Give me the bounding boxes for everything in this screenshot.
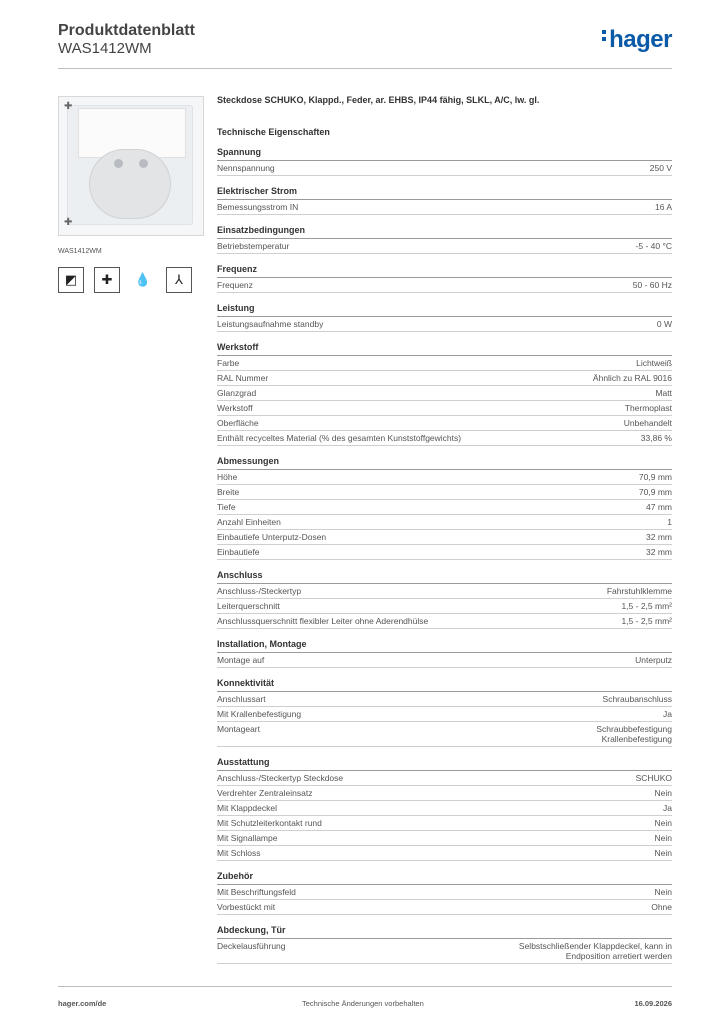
spec-row xyxy=(217,278,672,293)
spec-value: Schraubbefestigung Krallenbefestigung xyxy=(596,724,672,744)
spec-value: Unterputz xyxy=(635,655,672,665)
spec-row xyxy=(217,939,672,964)
product-number: WAS1412WM xyxy=(58,40,152,57)
spec-value: 1,5 - 2,5 mm² xyxy=(621,616,672,626)
spec-groups xyxy=(217,147,672,964)
spec-label: Anschlussquerschnitt flexibler Leiter ohne Aderendhülse xyxy=(217,616,429,626)
spec-label: Montage auf xyxy=(217,655,265,665)
spec-value: -5 - 40 °C xyxy=(635,241,672,251)
spec-value: Ohne xyxy=(651,902,672,912)
spec-group-title: Leistung xyxy=(217,303,672,317)
spec-value: Selbstschließender Klappdeckel, kann in Endposition arretiert werden xyxy=(518,941,672,961)
spec-group xyxy=(217,757,672,861)
spec-value: Matt xyxy=(655,388,672,398)
spec-group xyxy=(217,342,672,446)
spec-group xyxy=(217,570,672,629)
spec-label: Frequenz xyxy=(217,280,253,290)
spec-row xyxy=(217,722,672,747)
image-caption: WAS1412WM xyxy=(58,248,102,255)
page-title: Produktdatenblatt xyxy=(58,22,195,39)
spec-label: Einbautiefe Unterputz-Dosen xyxy=(217,532,327,542)
spec-label: Mit Schloss xyxy=(217,848,261,858)
spec-row xyxy=(217,885,672,900)
spec-label: Tiefe xyxy=(217,502,236,512)
spec-value: Lichtweiß xyxy=(636,358,672,368)
spec-row xyxy=(217,771,672,786)
spec-label: Anschluss-/Steckertyp xyxy=(217,586,302,596)
spec-row xyxy=(217,500,672,515)
spec-value: 1 xyxy=(667,517,672,527)
spec-group-title: Abmessungen xyxy=(217,456,672,470)
spec-label: Leiterquerschnitt xyxy=(217,601,280,611)
spec-label: Bemessungsstrom IN xyxy=(217,202,299,212)
spec-group xyxy=(217,456,672,560)
protection-class-icon: ✚ xyxy=(94,267,120,293)
spec-label: Farbe xyxy=(217,358,240,368)
spec-value: Ja xyxy=(663,709,672,719)
spec-value: 70,9 mm xyxy=(638,487,672,497)
spec-group xyxy=(217,303,672,332)
spec-value: Nein xyxy=(654,887,672,897)
spec-row xyxy=(217,831,672,846)
spec-row xyxy=(217,386,672,401)
spec-row xyxy=(217,599,672,614)
spec-label: Mit Schutzleiterkontakt rund xyxy=(217,818,322,828)
product-sidebar xyxy=(58,96,204,293)
spec-value: SCHUKO xyxy=(635,773,672,783)
spec-value: 0 W xyxy=(656,319,672,329)
spec-row xyxy=(217,356,672,371)
spec-value: 70,9 mm xyxy=(638,472,672,482)
plus-mark-icon: ✚ xyxy=(64,101,73,112)
logo-dots-icon xyxy=(602,27,607,44)
spec-row xyxy=(217,584,672,599)
spec-group xyxy=(217,264,672,293)
spec-row xyxy=(217,545,672,560)
logo-text: hager xyxy=(609,26,672,53)
spec-row xyxy=(217,401,672,416)
spec-value: Nein xyxy=(654,818,672,828)
spec-label: Montageart xyxy=(217,724,260,734)
cabling-icon: ⅄ xyxy=(166,267,192,293)
spec-label: Mit Klappdeckel xyxy=(217,803,278,813)
spec-value: Nein xyxy=(654,833,672,843)
spec-label: Anschlussart xyxy=(217,694,266,704)
spec-row xyxy=(217,431,672,446)
spec-label: Verdrehter Zentraleinsatz xyxy=(217,788,313,798)
spec-row xyxy=(217,161,672,176)
spec-group xyxy=(217,678,672,747)
spec-label: Oberfläche xyxy=(217,418,259,428)
footer-note: Technische Änderungen vorbehalten xyxy=(302,999,424,1008)
spec-group-title: Werkstoff xyxy=(217,342,672,356)
spec-row xyxy=(217,707,672,722)
spec-label: Anzahl Einheiten xyxy=(217,517,281,527)
hager-logo xyxy=(602,26,672,54)
spec-label: Deckelausführung xyxy=(217,941,286,951)
page-header xyxy=(58,20,672,69)
spec-group-title: Ausstattung xyxy=(217,757,672,771)
spec-label: Enthält recyceltes Material (% des gesamten Kunststoffgewichts) xyxy=(217,433,462,443)
spec-label: Anschluss-/Steckertyp Steckdose xyxy=(217,773,344,783)
spec-row xyxy=(217,470,672,485)
spec-label: Breite xyxy=(217,487,240,497)
spec-group-title: Abdeckung, Tür xyxy=(217,925,672,939)
spec-group-title: Anschluss xyxy=(217,570,672,584)
spec-label: Mit Signallampe xyxy=(217,833,278,843)
spec-value: 32 mm xyxy=(646,532,672,542)
spec-label: Glanzgrad xyxy=(217,388,257,398)
moisture-icon: 💧 xyxy=(134,272,152,287)
socket-hole-right xyxy=(139,159,148,168)
spec-group xyxy=(217,225,672,254)
spec-row xyxy=(217,786,672,801)
spec-value: 250 V xyxy=(649,163,672,173)
footer-date: 16.09.2026 xyxy=(634,999,672,1008)
feature-icons xyxy=(58,267,204,293)
spec-group xyxy=(217,871,672,915)
spec-row xyxy=(217,692,672,707)
spec-group-title: Zubehör xyxy=(217,871,672,885)
spec-group xyxy=(217,639,672,668)
spec-group xyxy=(217,186,672,215)
spec-value: Ähnlich zu RAL 9016 xyxy=(592,373,672,383)
spec-value: 47 mm xyxy=(646,502,672,512)
socket-insert xyxy=(89,149,171,219)
spec-row xyxy=(217,900,672,915)
spec-value: 50 - 60 Hz xyxy=(632,280,672,290)
spec-label: Mit Beschriftungsfeld xyxy=(217,887,296,897)
spec-value: 32 mm xyxy=(646,547,672,557)
spec-group-title: Konnektivität xyxy=(217,678,672,692)
section-title: Technische Eigenschaften xyxy=(217,127,330,137)
spec-label: RAL Nummer xyxy=(217,373,269,383)
spec-group-title: Einsatzbedingungen xyxy=(217,225,672,239)
spec-value: Ja xyxy=(663,803,672,813)
spec-value: Nein xyxy=(654,848,672,858)
spec-row xyxy=(217,317,672,332)
spec-value: 1,5 - 2,5 mm² xyxy=(621,601,672,611)
spec-row xyxy=(217,371,672,386)
spec-row xyxy=(217,530,672,545)
spec-label: Betriebstemperatur xyxy=(217,241,290,251)
spec-group xyxy=(217,147,672,176)
spec-label: Werkstoff xyxy=(217,403,253,413)
spec-group-title: Spannung xyxy=(217,147,672,161)
spec-row xyxy=(217,614,672,629)
spec-group xyxy=(217,925,672,964)
spec-row xyxy=(217,846,672,861)
spec-label: Mit Krallenbefestigung xyxy=(217,709,302,719)
spec-value: Schraubanschluss xyxy=(602,694,672,704)
spec-label: Höhe xyxy=(217,472,238,482)
plus-mark-icon: ✚ xyxy=(64,217,73,228)
spec-group-title: Installation, Montage xyxy=(217,639,672,653)
spec-label: Leistungsaufnahme standby xyxy=(217,319,324,329)
spec-value: 33,86 % xyxy=(640,433,672,443)
footer-website: hager.com/de xyxy=(58,999,107,1008)
spec-value: 16 A xyxy=(654,202,672,212)
spec-group-title: Frequenz xyxy=(217,264,672,278)
spec-row xyxy=(217,801,672,816)
spec-row xyxy=(217,200,672,215)
child-protection-icon: ◩ xyxy=(58,267,84,293)
spec-row xyxy=(217,239,672,254)
spec-label: Nennspannung xyxy=(217,163,275,173)
spec-row xyxy=(217,416,672,431)
socket-hole-left xyxy=(114,159,123,168)
spec-label: Einbautiefe xyxy=(217,547,260,557)
spec-value: Fahrstuhlklemme xyxy=(606,586,672,596)
product-image xyxy=(58,96,204,236)
spec-value: Nein xyxy=(654,788,672,798)
product-description: Steckdose SCHUKO, Klappd., Feder, ar. EHBS, IP44 fähig, SLKL, A/C, lw. gl. xyxy=(217,95,540,105)
page-footer xyxy=(58,986,672,1017)
spec-row xyxy=(217,485,672,500)
spec-content xyxy=(217,95,672,964)
spec-row xyxy=(217,515,672,530)
spec-label: Vorbestückt mit xyxy=(217,902,276,912)
spec-group-title: Elektrischer Strom xyxy=(217,186,672,200)
spec-row xyxy=(217,816,672,831)
spec-value: Thermoplast xyxy=(624,403,672,413)
spec-row xyxy=(217,653,672,668)
spec-value: Unbehandelt xyxy=(623,418,672,428)
